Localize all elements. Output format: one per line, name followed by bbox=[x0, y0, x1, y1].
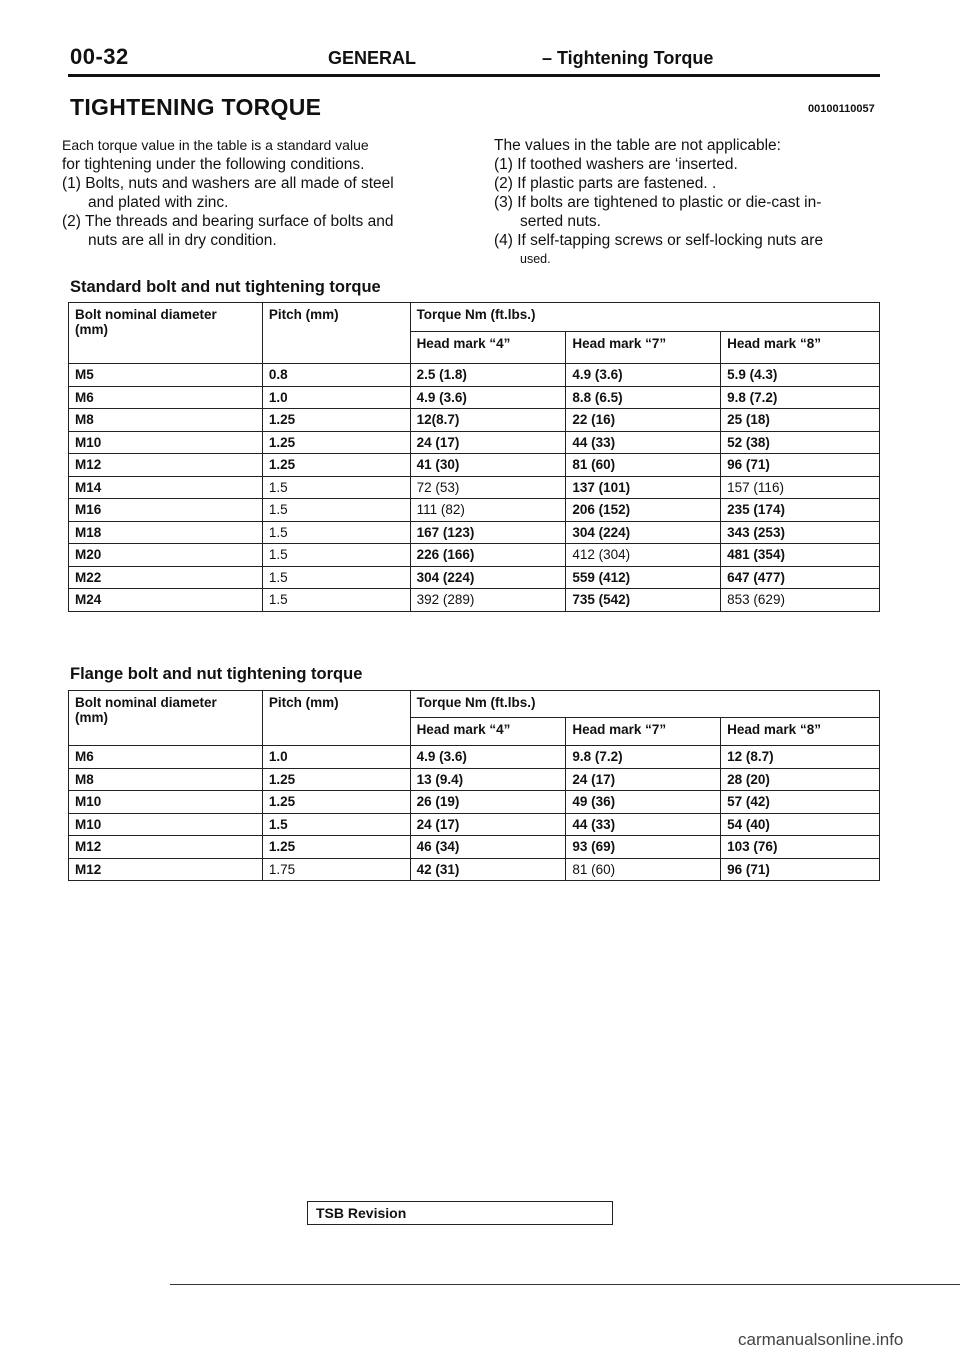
head-mark-8-cell: 343 (253) bbox=[721, 521, 880, 544]
pitch-cell: 1.25 bbox=[262, 431, 410, 454]
head-mark-8-cell: 235 (174) bbox=[721, 499, 880, 522]
head-mark-4-cell: 42 (31) bbox=[410, 858, 566, 881]
head-mark-8-cell: 96 (71) bbox=[721, 858, 880, 881]
diameter-header bbox=[69, 691, 263, 746]
head-mark-4-cell: 13 (9.4) bbox=[410, 768, 566, 791]
standard-table-title: Standard bolt and nut tightening torque bbox=[70, 278, 381, 296]
head-mark-8-cell: 647 (477) bbox=[721, 566, 880, 589]
pitch-cell: 1.25 bbox=[262, 791, 410, 814]
head-mark-8-cell: 103 (76) bbox=[721, 836, 880, 859]
head-mark-4-cell: 304 (224) bbox=[410, 566, 566, 589]
diameter-cell: M22 bbox=[69, 566, 263, 589]
head-mark-7-cell: 44 (33) bbox=[566, 431, 721, 454]
table-row bbox=[69, 566, 880, 589]
table-row bbox=[69, 589, 880, 612]
pitch-cell: 1.75 bbox=[262, 858, 410, 881]
diameter-cell: M5 bbox=[69, 364, 263, 387]
watermark: carmanualsonline.info bbox=[738, 1330, 904, 1349]
diameter-cell: M8 bbox=[69, 409, 263, 432]
diameter-cell: M10 bbox=[69, 813, 263, 836]
exception-item: (4) If self-tapping screws or self-locking nuts are bbox=[494, 232, 824, 249]
head-mark-8-cell: 25 (18) bbox=[721, 409, 880, 432]
pitch-cell: 1.25 bbox=[262, 409, 410, 432]
head-mark-7-cell: 304 (224) bbox=[566, 521, 721, 544]
pitch-header: Pitch (mm) bbox=[262, 303, 410, 364]
page-number: 00-32 bbox=[70, 44, 129, 69]
table-row bbox=[69, 791, 880, 814]
head-mark-8-cell: 853 (629) bbox=[721, 589, 880, 612]
pitch-cell: 1.5 bbox=[262, 566, 410, 589]
head-mark-4-cell: 12(8.7) bbox=[410, 409, 566, 432]
exception-item-cont: used. bbox=[520, 252, 551, 266]
table-row bbox=[69, 431, 880, 454]
table-row bbox=[69, 544, 880, 567]
conditions-paragraph bbox=[62, 136, 467, 250]
pitch-cell: 0.8 bbox=[262, 364, 410, 387]
condition-item: (2) The threads and bearing surface of bolts and bbox=[62, 213, 394, 230]
pitch-cell: 1.5 bbox=[262, 521, 410, 544]
table-row bbox=[69, 499, 880, 522]
table-row bbox=[69, 768, 880, 791]
table-row bbox=[69, 364, 880, 387]
head-mark-7-cell: 206 (152) bbox=[566, 499, 721, 522]
diameter-cell: M14 bbox=[69, 476, 263, 499]
tsb-revision-box: TSB Revision bbox=[307, 1201, 613, 1225]
head-mark-8-cell: 57 (42) bbox=[721, 791, 880, 814]
head-mark-4-cell: 392 (289) bbox=[410, 589, 566, 612]
flange-torque-table bbox=[68, 690, 880, 881]
head-mark-7-cell: 81 (60) bbox=[566, 454, 721, 477]
table-row bbox=[69, 409, 880, 432]
head-mark-4-cell: 72 (53) bbox=[410, 476, 566, 499]
pitch-cell: 1.5 bbox=[262, 813, 410, 836]
diameter-cell: M12 bbox=[69, 858, 263, 881]
head-mark-4-cell: 111 (82) bbox=[410, 499, 566, 522]
pitch-cell: 1.5 bbox=[262, 589, 410, 612]
table-row bbox=[69, 858, 880, 881]
head-mark-7-cell: 49 (36) bbox=[566, 791, 721, 814]
condition-item-cont: nuts are all in dry condition. bbox=[88, 232, 277, 249]
head-mark-4-cell: 226 (166) bbox=[410, 544, 566, 567]
diameter-header-unit: (mm) bbox=[75, 322, 108, 337]
head-mark-7-cell: 412 (304) bbox=[566, 544, 721, 567]
head-mark-7-cell: 137 (101) bbox=[566, 476, 721, 499]
diameter-cell: M24 bbox=[69, 589, 263, 612]
table-row bbox=[69, 746, 880, 769]
head-mark-4-cell: 167 (123) bbox=[410, 521, 566, 544]
pitch-cell: 1.25 bbox=[262, 768, 410, 791]
section-label: GENERAL bbox=[328, 48, 417, 68]
pitch-cell: 1.5 bbox=[262, 476, 410, 499]
head-mark-8-header: Head mark “8” bbox=[721, 718, 880, 746]
page-title: TIGHTENING TORQUE bbox=[70, 94, 322, 120]
head-mark-8-cell: 96 (71) bbox=[721, 454, 880, 477]
head-mark-7-cell: 8.8 (6.5) bbox=[566, 386, 721, 409]
head-mark-7-cell: 735 (542) bbox=[566, 589, 721, 612]
head-mark-7-cell: 44 (33) bbox=[566, 813, 721, 836]
exception-item-cont: serted nuts. bbox=[520, 213, 601, 230]
head-mark-4-header: Head mark “4” bbox=[410, 332, 566, 364]
diameter-header-unit: (mm) bbox=[75, 710, 108, 725]
topic-label: – Tightening Torque bbox=[542, 48, 714, 68]
diameter-cell: M10 bbox=[69, 431, 263, 454]
footer-rule bbox=[170, 1284, 960, 1285]
head-mark-4-cell: 24 (17) bbox=[410, 431, 566, 454]
head-mark-8-cell: 481 (354) bbox=[721, 544, 880, 567]
head-mark-7-cell: 559 (412) bbox=[566, 566, 721, 589]
head-mark-8-header: Head mark “8” bbox=[721, 332, 880, 364]
head-mark-4-cell: 41 (30) bbox=[410, 454, 566, 477]
header-rule bbox=[68, 74, 880, 77]
exception-item: (3) If bolts are tightened to plastic or die-cast in- bbox=[494, 194, 822, 211]
pitch-cell: 1.0 bbox=[262, 746, 410, 769]
table-row bbox=[69, 454, 880, 477]
diameter-cell: M10 bbox=[69, 791, 263, 814]
head-mark-4-header: Head mark “4” bbox=[410, 718, 566, 746]
condition-item-cont: and plated with zinc. bbox=[88, 194, 229, 211]
diameter-cell: M12 bbox=[69, 836, 263, 859]
table-row bbox=[69, 836, 880, 859]
table-row bbox=[69, 386, 880, 409]
diameter-header-label: Bolt nominal diameter bbox=[75, 307, 217, 322]
head-mark-8-cell: 52 (38) bbox=[721, 431, 880, 454]
head-mark-4-cell: 4.9 (3.6) bbox=[410, 386, 566, 409]
table-row bbox=[69, 521, 880, 544]
reference-code: 00100110057 bbox=[808, 103, 875, 115]
torque-header: Torque Nm (ft.lbs.) bbox=[410, 303, 879, 332]
conditions-line: Each torque value in the table is a standard value bbox=[62, 137, 369, 153]
head-mark-7-cell: 81 (60) bbox=[566, 858, 721, 881]
head-mark-4-cell: 46 (34) bbox=[410, 836, 566, 859]
condition-item: (1) Bolts, nuts and washers are all made of steel bbox=[62, 175, 394, 192]
head-mark-4-cell: 26 (19) bbox=[410, 791, 566, 814]
head-mark-8-cell: 157 (116) bbox=[721, 476, 880, 499]
diameter-cell: M12 bbox=[69, 454, 263, 477]
head-mark-7-cell: 9.8 (7.2) bbox=[566, 746, 721, 769]
table-row bbox=[69, 813, 880, 836]
head-mark-7-cell: 93 (69) bbox=[566, 836, 721, 859]
pitch-cell: 1.5 bbox=[262, 544, 410, 567]
diameter-cell: M18 bbox=[69, 521, 263, 544]
table-row bbox=[69, 476, 880, 499]
pitch-header: Pitch (mm) bbox=[262, 691, 410, 746]
pitch-cell: 1.25 bbox=[262, 836, 410, 859]
diameter-cell: M6 bbox=[69, 746, 263, 769]
diameter-cell: M6 bbox=[69, 386, 263, 409]
diameter-cell: M20 bbox=[69, 544, 263, 567]
diameter-header-label: Bolt nominal diameter bbox=[75, 695, 217, 710]
head-mark-7-header: Head mark “7” bbox=[566, 718, 721, 746]
diameter-cell: M16 bbox=[69, 499, 263, 522]
head-mark-4-cell: 2.5 (1.8) bbox=[410, 364, 566, 387]
head-mark-7-header: Head mark “7” bbox=[566, 332, 721, 364]
head-mark-4-cell: 24 (17) bbox=[410, 813, 566, 836]
head-mark-7-cell: 24 (17) bbox=[566, 768, 721, 791]
head-mark-8-cell: 54 (40) bbox=[721, 813, 880, 836]
exceptions-line: The values in the table are not applicable: bbox=[494, 137, 781, 154]
head-mark-8-cell: 9.8 (7.2) bbox=[721, 386, 880, 409]
diameter-cell: M8 bbox=[69, 768, 263, 791]
exception-item: (2) If plastic parts are fastened. . bbox=[494, 175, 717, 192]
pitch-cell: 1.25 bbox=[262, 454, 410, 477]
standard-torque-table bbox=[68, 302, 880, 612]
exception-item: (1) If toothed washers are ‘inserted. bbox=[494, 156, 738, 173]
conditions-line: for tightening under the following conditions. bbox=[62, 156, 365, 173]
diameter-header bbox=[69, 303, 263, 364]
exceptions-paragraph bbox=[494, 136, 884, 269]
head-mark-8-cell: 12 (8.7) bbox=[721, 746, 880, 769]
pitch-cell: 1.0 bbox=[262, 386, 410, 409]
head-mark-4-cell: 4.9 (3.6) bbox=[410, 746, 566, 769]
head-mark-7-cell: 22 (16) bbox=[566, 409, 721, 432]
head-mark-8-cell: 5.9 (4.3) bbox=[721, 364, 880, 387]
pitch-cell: 1.5 bbox=[262, 499, 410, 522]
head-mark-7-cell: 4.9 (3.6) bbox=[566, 364, 721, 387]
torque-header: Torque Nm (ft.lbs.) bbox=[410, 691, 879, 718]
flange-table-title: Flange bolt and nut tightening torque bbox=[70, 665, 363, 683]
head-mark-8-cell: 28 (20) bbox=[721, 768, 880, 791]
